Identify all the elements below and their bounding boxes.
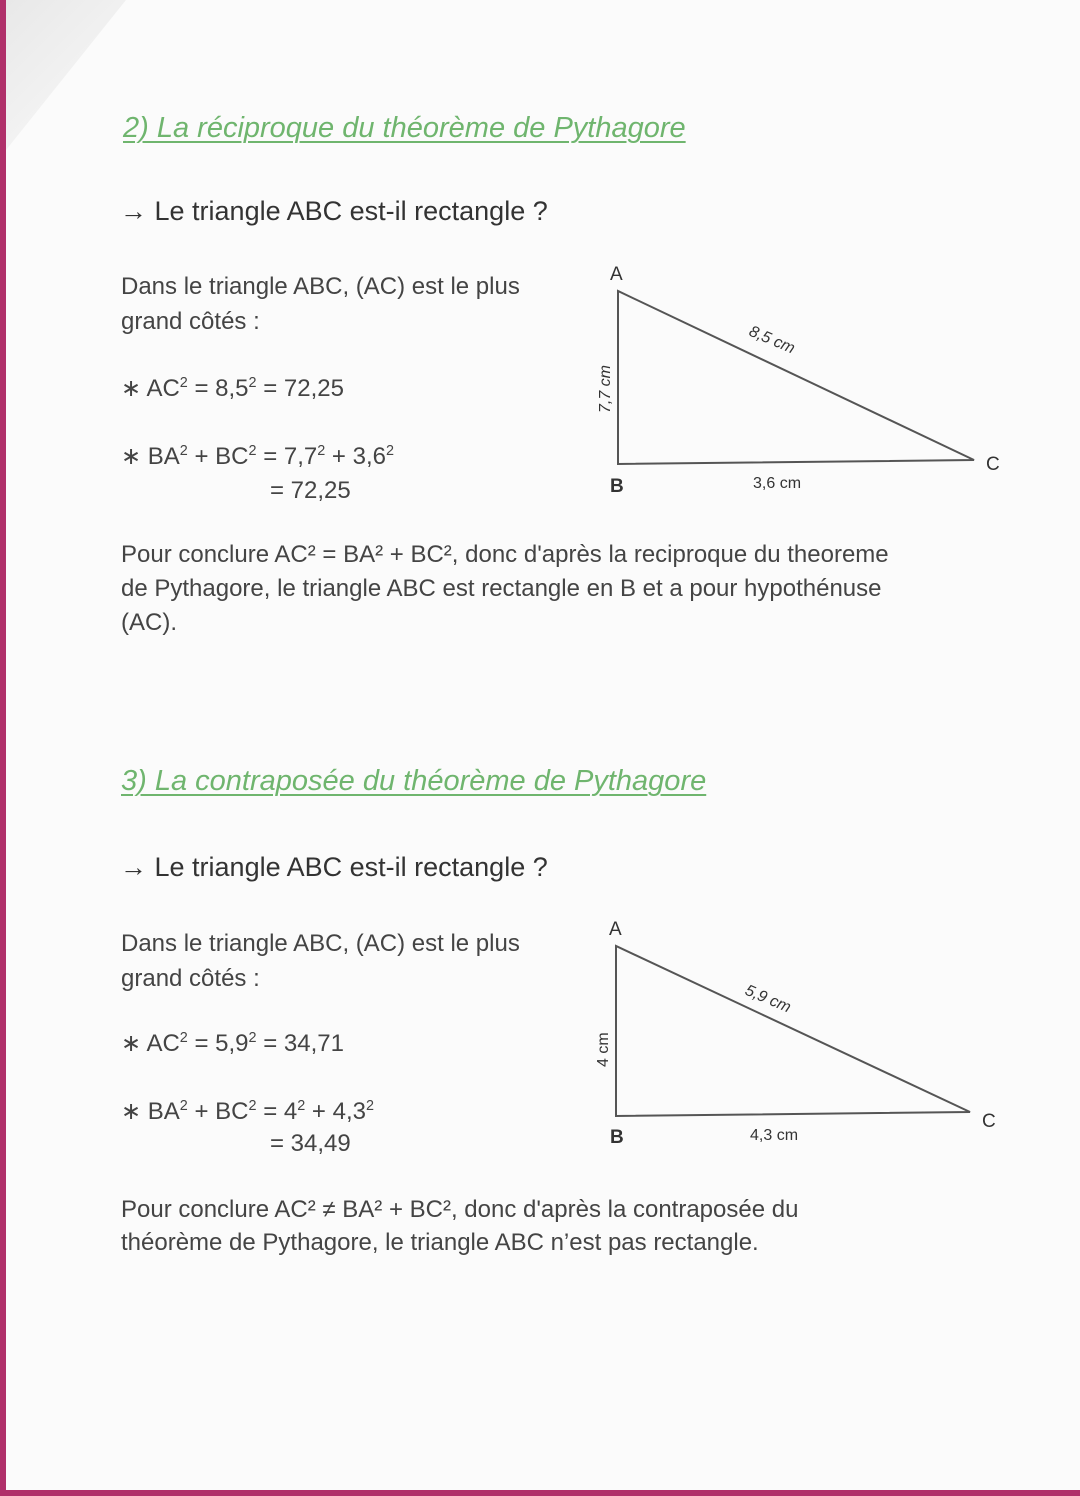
side-ac-label: 8,5 cm (746, 323, 798, 358)
section-3-conclusion-line1: Pour conclure AC² ≠ BA² + BC², donc d'après la contraposée du (121, 1196, 799, 1223)
side-ab-label: 7,7 cm (597, 364, 614, 413)
bullet-icon: ∗ (121, 375, 142, 402)
side-bc-label: 4,3 cm (750, 1127, 799, 1144)
section-2-triangle-figure (586, 258, 1016, 498)
section-3-question: → Le triangle ABC est-il rectangle ? (120, 852, 548, 882)
section-3-intro-line2: grand côtés : (121, 965, 260, 992)
side-ab-label: 4 cm (595, 1032, 612, 1067)
document-page (6, 0, 1080, 1490)
vertex-b-label: B (610, 476, 624, 497)
side-bc-label: 3,6 cm (753, 475, 802, 492)
arrow-icon: → (120, 852, 147, 882)
section-3-calc-sum: ∗ $BA^2 + BC^2 = 4^2 + 4,3^2$ (121, 1098, 374, 1125)
section-3-calc-ac: ∗ $AC^2 = 5,9^2 = 34,71$ (121, 1030, 344, 1057)
vertex-a-label: A (609, 919, 622, 940)
section-3-conclusion-line2: théorème de Pythagore, le triangle ABC n’est pas rectangle. (121, 1229, 759, 1256)
bullet-icon: ∗ (121, 1030, 142, 1057)
section-2-calc-sum: ∗ $BA^2 + BC^2 = 7,7^2 + 3,6^2$ (121, 443, 394, 470)
triangle-shape (616, 946, 970, 1116)
section-2-conclusion-line1: Pour conclure AC² = BA² + BC², donc d'après la reciproque du theoreme (121, 541, 889, 568)
page-fold (6, 0, 126, 150)
section-2-calc-ac: ∗ $AC^2 = 8,5^2 = 72,25$ (121, 375, 344, 402)
section-2-question: → Le triangle ABC est-il rectangle ? (120, 196, 548, 226)
vertex-c-label: C (982, 1111, 996, 1132)
triangle-shape (618, 291, 974, 464)
section-2-title: 2) La réciproque du théorème de Pythagore (123, 112, 686, 144)
section-2-intro-line2: grand côtés : (121, 308, 260, 335)
section-3-intro-line1: Dans le triangle ABC, (AC) est le plus (121, 930, 520, 957)
section-3-calc-result: = 34,49 (270, 1130, 351, 1157)
vertex-c-label: C (986, 454, 1000, 475)
vertex-a-label: A (610, 264, 623, 285)
section-3-triangle-figure (586, 912, 1016, 1152)
section-2-conclusion-line2: de Pythagore, le triangle ABC est rectangle en B et a pour hypothénuse (121, 575, 882, 602)
bullet-icon: ∗ (121, 1098, 142, 1125)
vertex-b-label: B (610, 1127, 624, 1148)
section-3-title: 3) La contraposée du théorème de Pythagore (121, 765, 707, 797)
side-ac-label: 5,9 cm (742, 982, 794, 1017)
section-2-conclusion-line3: (AC). (121, 609, 177, 636)
arrow-icon: → (120, 196, 147, 226)
section-2-intro-line1: Dans le triangle ABC, (AC) est le plus (121, 273, 520, 300)
section-2-calc-result: = 72,25 (270, 477, 351, 504)
bullet-icon: ∗ (121, 443, 142, 470)
